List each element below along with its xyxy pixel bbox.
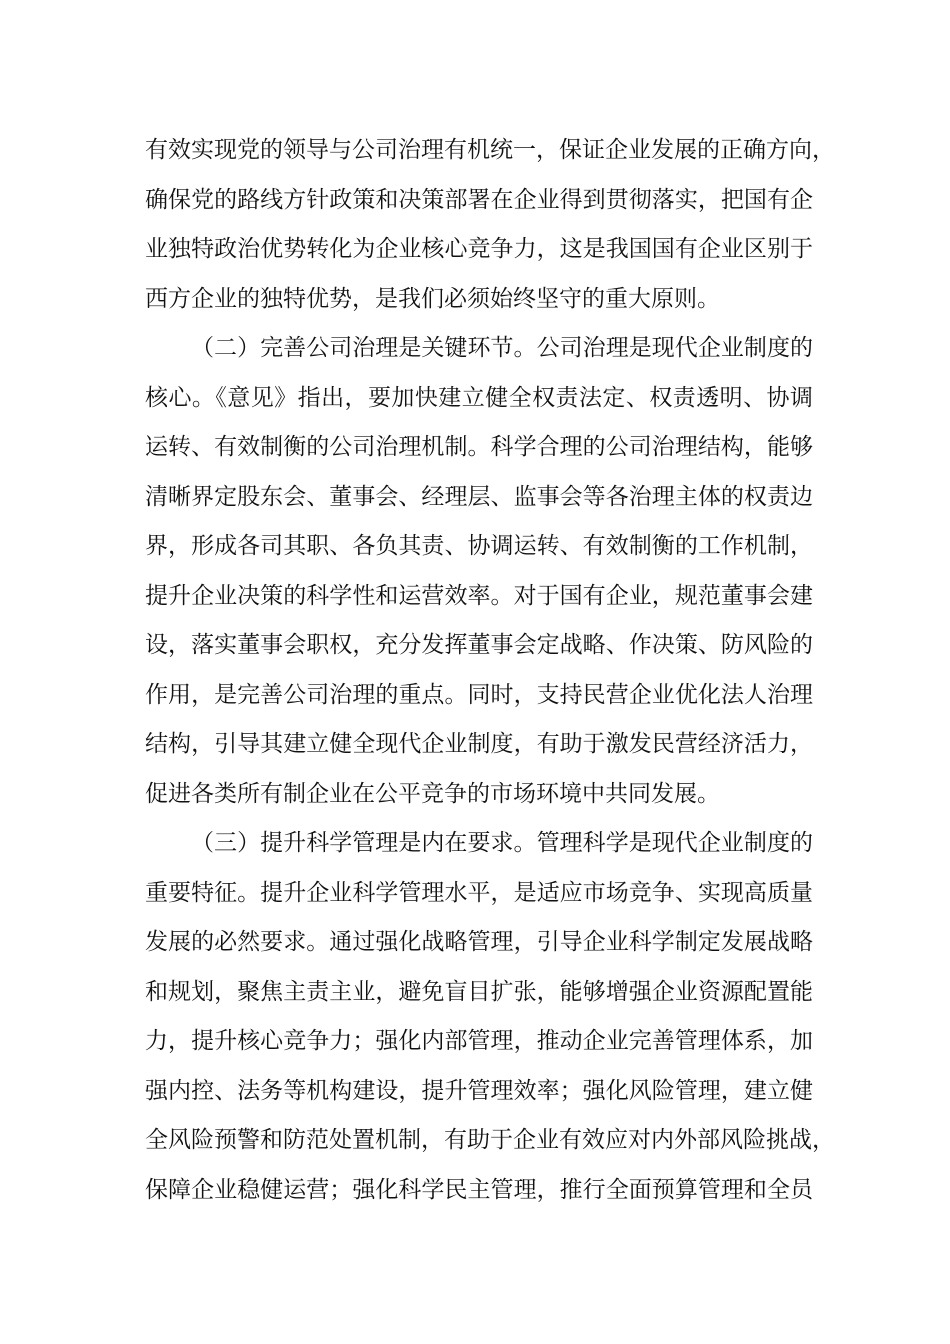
- text-line: 核心。《意见》指出，要加快建立健全权责法定、权责透明、协调: [145, 384, 813, 411]
- text-line: 力，提升核心竞争力；强化内部管理，推动企业完善管理体系，加: [145, 1028, 813, 1054]
- text-line: （三）提升科学管理是内在要求。管理科学是现代企业制度的: [191, 830, 813, 856]
- text-line: （二）完善公司治理是关键环节。公司治理是现代企业制度的: [191, 335, 813, 361]
- text-line: 结构，引导其建立健全现代企业制度，有助于激发民营经济活力，: [145, 731, 813, 757]
- text-line: 运转、有效制衡的公司治理机制。科学合理的公司治理结构，能够: [145, 434, 813, 460]
- text-line: 设，落实董事会职权，充分发挥董事会定战略、作决策、防风险的: [145, 632, 813, 658]
- text-line: 重要特征。提升企业科学管理水平，是适应市场竞争、实现高质量: [145, 879, 813, 906]
- text-line: 清晰界定股东会、董事会、经理层、监事会等各治理主体的权责边: [145, 483, 813, 510]
- text-line: 确保党的路线方针政策和决策部署在企业得到贯彻落实，把国有企: [145, 186, 813, 213]
- text-line: 全风险预警和防范处置机制，有助于企业有效应对内外部风险挑战，: [145, 1127, 835, 1153]
- text-line: 发展的必然要求。通过强化战略管理，引导企业科学制定发展战略: [145, 929, 813, 955]
- document-body: [145, 126, 835, 1215]
- text-line: 强内控、法务等机构建设，提升管理效率；强化风险管理，建立健: [145, 1077, 813, 1104]
- text-line: 和规划，聚焦主责主业，避免盲目扩张，能够增强企业资源配置能: [145, 978, 813, 1005]
- text-line: 保障企业稳健运营；强化科学民主管理，推行全面预算管理和全员: [145, 1176, 813, 1203]
- text-line: 促进各类所有制企业在公平竞争的市场环境中共同发展。: [145, 780, 720, 807]
- text-line: 业独特政治优势转化为企业核心竞争力，这是我国国有企业区别于: [145, 236, 813, 262]
- text-line: 有效实现党的领导与公司治理有机统一，保证企业发展的正确方向，: [145, 137, 835, 163]
- text-line: 提升企业决策的科学性和运营效率。对于国有企业，规范董事会建: [145, 582, 813, 609]
- text-line: 西方企业的独特优势，是我们必须始终坚守的重大原则。: [145, 285, 720, 312]
- text-line: 作用，是完善公司治理的重点。同时，支持民营企业优化法人治理: [145, 681, 813, 708]
- text-line: 界，形成各司其职、各负其责、协调运转、有效制衡的工作机制，: [145, 533, 813, 559]
